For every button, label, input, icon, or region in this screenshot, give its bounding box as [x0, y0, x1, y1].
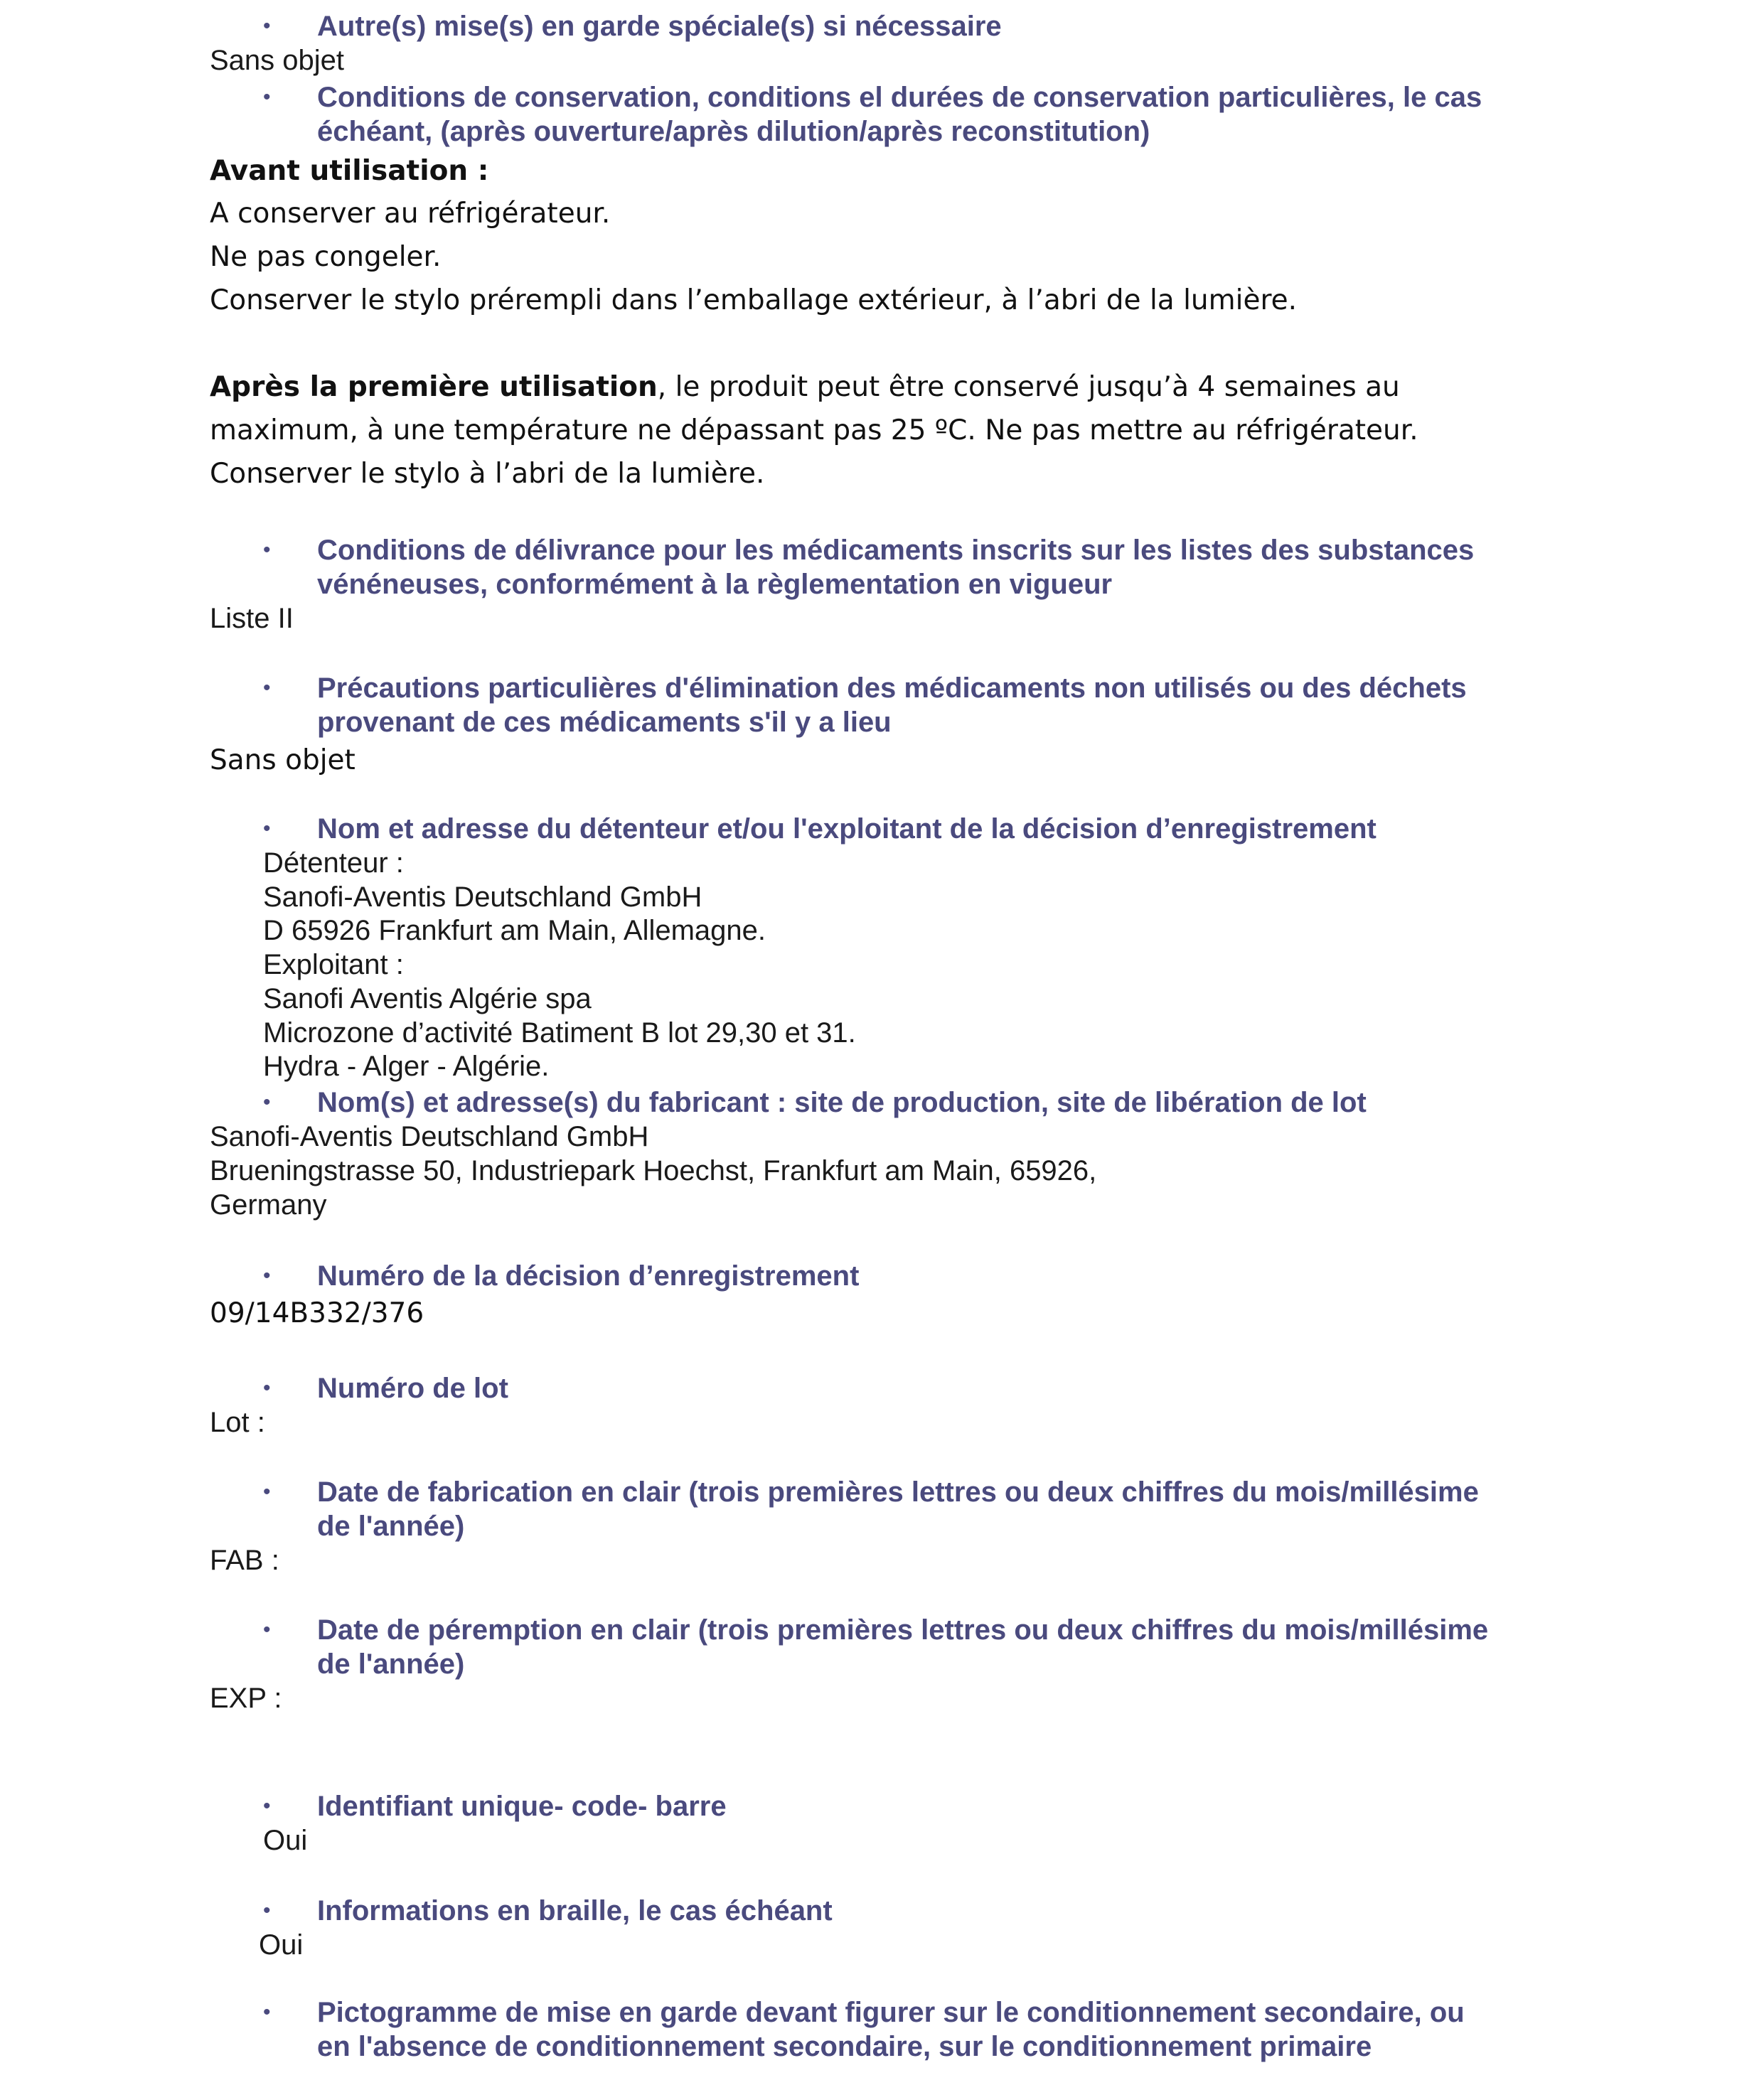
- bullet-icon: •: [263, 676, 271, 700]
- section-heading-expiry-date-line1: Date de péremption en clair (trois premières lettres ou deux chiffres du mois/millésime: [317, 1614, 1489, 1646]
- bullet-icon: •: [263, 1618, 271, 1641]
- bullet-icon: •: [263, 1090, 271, 1114]
- bullet-icon: •: [263, 1264, 271, 1287]
- braille-value: Oui: [259, 1929, 304, 1961]
- section-heading-special-warnings: Autre(s) mise(s) en garde spéciale(s) si nécessaire: [317, 11, 1002, 42]
- section-heading-manufacture-date-line1: Date de fabrication en clair (trois premières lettres ou deux chiffres du mois/millésime: [317, 1476, 1479, 1508]
- section-heading-registration-number: Numéro de la décision d’enregistrement: [317, 1260, 860, 1292]
- holder-line-4: Exploitant :: [263, 949, 404, 980]
- before-use-title: Avant utilisation :: [210, 155, 489, 187]
- manufacturer-line-1: Sanofi-Aventis Deutschland GmbH: [210, 1121, 649, 1152]
- before-use-line-3: Conserver le stylo prérempli dans l’emballage extérieur, à l’abri de la lumière.: [210, 284, 1298, 316]
- bullet-icon: •: [263, 538, 271, 562]
- lot-field: Lot :: [210, 1407, 265, 1438]
- section-body-special-warnings: Sans objet: [210, 45, 345, 76]
- section-heading-dispensing-line2: vénéneuses, conformément à la règlementation en vigueur: [317, 569, 1113, 600]
- section-heading-braille: Informations en braille, le cas échéant: [317, 1895, 833, 1926]
- section-heading-lot-number: Numéro de lot: [317, 1373, 508, 1404]
- section-heading-storage-line1: Conditions de conservation, conditions el durées de conservation particulières, le cas: [317, 82, 1482, 113]
- section-heading-manufacture-date-line2: de l'année): [317, 1511, 465, 1542]
- section-heading-pictogram-line1: Pictogramme de mise en garde devant figurer sur le conditionnement secondaire, ou: [317, 1997, 1465, 2028]
- before-use-line-2: Ne pas congeler.: [210, 241, 442, 273]
- exp-field: EXP :: [210, 1683, 282, 1714]
- holder-line-3: D 65926 Frankfurt am Main, Allemagne.: [263, 915, 766, 946]
- registration-number: 09/14B332/376: [210, 1297, 424, 1329]
- before-use-line-1: A conserver au réfrigérateur.: [210, 198, 611, 230]
- section-body-disposal: Sans objet: [210, 744, 356, 776]
- holder-line-1: Détenteur :: [263, 847, 404, 879]
- bullet-icon: •: [263, 1899, 271, 1922]
- section-body-dispensing: Liste II: [210, 603, 294, 634]
- after-first-use-line-1: [210, 365, 1400, 409]
- after-first-use-line-2: maximum, à une température ne dépassant pas 25 ºC. Ne pas mettre au réfrigérateur.: [210, 414, 1418, 446]
- unique-identifier-value: Oui: [263, 1825, 308, 1856]
- section-heading-disposal-line2: provenant de ces médicaments s'il y a lieu: [317, 707, 892, 738]
- section-heading-pictogram-line2: en l'absence de conditionnement secondaire, sur le conditionnement primaire: [317, 2031, 1372, 2062]
- after-first-use-line-3: Conserver le stylo à l’abri de la lumière.: [210, 458, 765, 490]
- manufacturer-line-3: Germany: [210, 1189, 327, 1221]
- section-heading-expiry-date-line2: de l'année): [317, 1649, 465, 1680]
- fab-field: FAB :: [210, 1545, 279, 1576]
- bullet-icon: •: [263, 817, 271, 840]
- after-first-use-rest: , le produit peut être conservé jusqu’à 4 semaines au: [657, 371, 1400, 403]
- holder-line-5: Sanofi Aventis Algérie spa: [263, 983, 592, 1014]
- holder-line-7: Hydra - Alger - Algérie.: [263, 1051, 550, 1082]
- bullet-icon: •: [263, 85, 271, 109]
- holder-line-2: Sanofi-Aventis Deutschland GmbH: [263, 881, 702, 913]
- bullet-icon: •: [263, 1794, 271, 1818]
- section-heading-storage-line2: échéant, (après ouverture/après dilution/après reconstitution): [317, 116, 1150, 147]
- holder-line-6: Microzone d’activité Batiment B lot 29,30 et 31.: [263, 1017, 856, 1049]
- section-heading-dispensing-line1: Conditions de délivrance pour les médicaments inscrits sur les listes des substances: [317, 535, 1475, 566]
- manufacturer-line-2: Brueningstrasse 50, Industriepark Hoechst, Frankfurt am Main, 65926,: [210, 1155, 1097, 1186]
- section-heading-unique-identifier: Identifiant unique- code- barre: [317, 1791, 727, 1822]
- bullet-icon: •: [263, 1376, 271, 1400]
- section-heading-manufacturer: Nom(s) et adresse(s) du fabricant : site de production, site de libération de lot: [317, 1087, 1367, 1118]
- section-heading-disposal-line1: Précautions particulières d'élimination des médicaments non utilisés ou des déchets: [317, 672, 1467, 704]
- bullet-icon: •: [263, 14, 271, 38]
- bullet-icon: •: [263, 1480, 271, 1504]
- section-heading-holder: Nom et adresse du détenteur et/ou l'exploitant de la décision d’enregistrement: [317, 813, 1377, 845]
- bullet-icon: •: [263, 2000, 271, 2024]
- after-first-use-bold: Après la première utilisation: [210, 371, 658, 403]
